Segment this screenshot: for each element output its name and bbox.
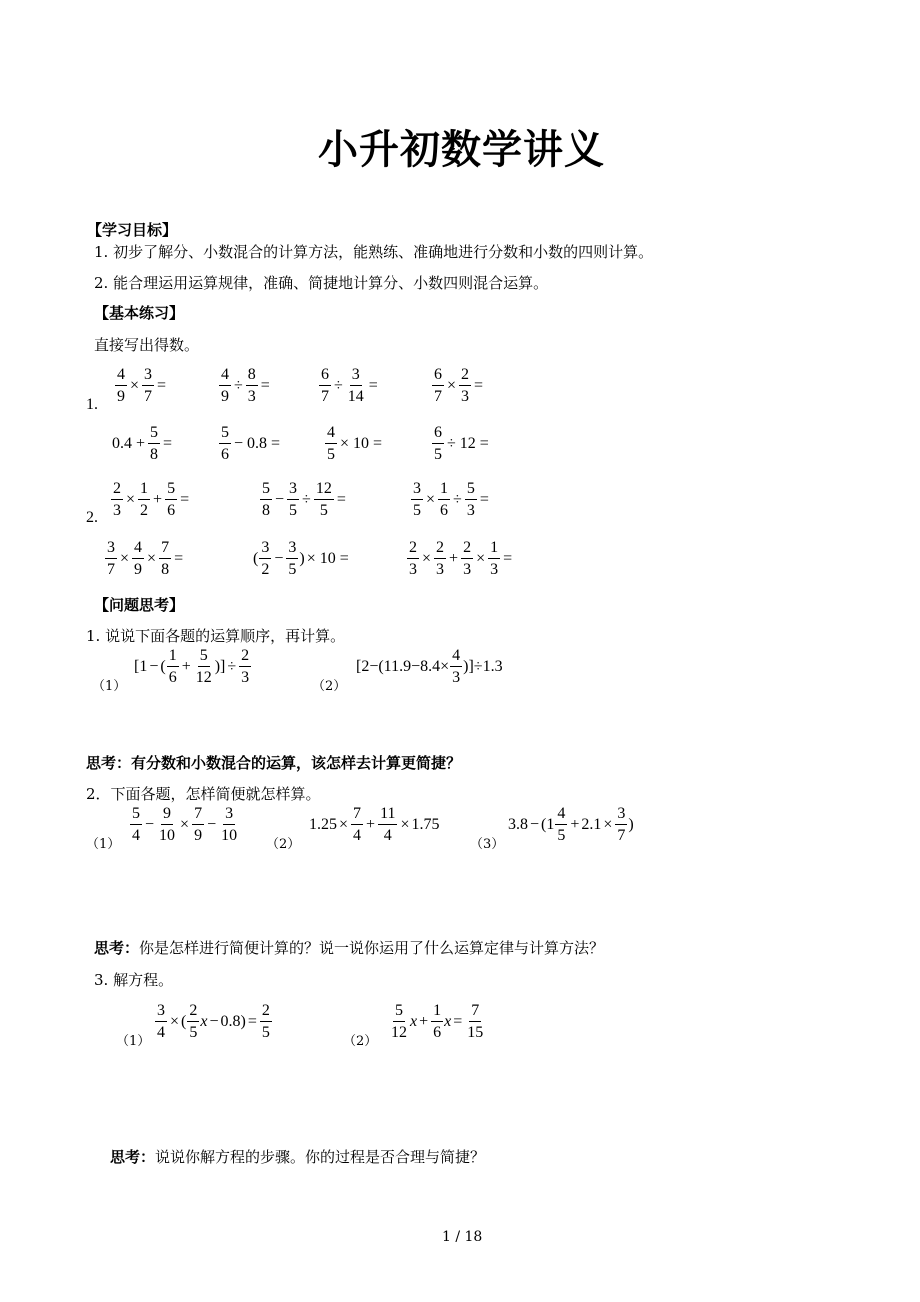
basic-heading: 【基本练习】	[94, 304, 185, 322]
calc-1b: $\frac{4}{9}$ ÷ $\frac{8}{3}$ =	[221, 366, 270, 405]
calc-2d: $\frac{3}{7}$ × $\frac{4}{9}$ × $\frac{7}{8}$ =	[107, 539, 184, 578]
q1-part-2-label: （2）	[312, 679, 347, 694]
q1-expr-2-end: )]÷1.3	[463, 658, 503, 675]
q3-equation-1: $\frac{3}{4}$ × ( $\frac{2}{5}$ x − 0.8) = $\frac{2}{5}$	[157, 1002, 270, 1041]
page-number: 1 / 18	[442, 1229, 483, 1245]
question-2: 2．下面各题，怎样简便就怎样算。	[86, 785, 321, 803]
q2-expr-2: 1.25 × $\frac{7}{4}$ + $\frac{11}{4}$ × 1.75	[309, 805, 440, 844]
q3-part-2-label: （2）	[343, 1034, 378, 1049]
q1-expr-2-start: [2−(11.9−8.4×	[356, 658, 450, 675]
goals-heading: 【学习目标】	[87, 221, 178, 239]
q1-expr-1: [1 − ( $\frac{1}{6}$ + $\frac{5}{12}$ )] ÷ $\frac{2}{3}$	[134, 647, 250, 686]
calc-2b: $\frac{5}{8}$ − $\frac{3}{5}$ ÷ $\frac{12}{5}$ =	[262, 480, 346, 519]
basic-number-2: 2.	[86, 509, 98, 526]
goal-item-2: 2. 能合理运用运算规律，准确、简捷地计算分、小数四则混合运算。	[94, 274, 549, 292]
calc-1h: $\frac{6}{5}$ ÷ 12 =	[434, 424, 489, 463]
calc-1a: $\frac{4}{9}$ × $\frac{3}{7}$ =	[117, 366, 167, 405]
q1-part-1-label: （1）	[92, 679, 127, 694]
calc-2f: $\frac{2}{3}$ × $\frac{2}{3}$ + $\frac{2}{3}$ × $\frac{1}{3}$ =	[409, 539, 513, 578]
calc-2c: $\frac{3}{5}$ × $\frac{1}{6}$ ÷ $\frac{5}{3}$ =	[413, 480, 489, 519]
think-3-text: 说说你解方程的步骤。你的过程是否合理与简捷？	[155, 1148, 486, 1166]
calc-2e: ( $\frac{3}{2}$ − $\frac{3}{5}$ ) × 10 =	[253, 539, 349, 578]
question-1: 1. 说说下面各题的运算顺序，再计算。	[86, 627, 346, 645]
think-2-text: 你是怎样进行简便计算的？说一说你运用了什么运算定律与计算方法？	[139, 939, 605, 957]
calc-1g: $\frac{4}{5}$ × 10 =	[327, 424, 383, 463]
calc-1f: $\frac{5}{6}$ − 0.8 =	[221, 424, 281, 463]
think-2-label: 思考：	[94, 939, 140, 957]
q2-expr-3: 3.8 − (1 $\frac{4}{5}$ + 2.1 × $\frac{3}{7}$ )	[508, 805, 634, 844]
problems-heading: 【问题思考】	[94, 596, 185, 614]
q2-part-2-label: （2）	[266, 837, 301, 852]
basic-number-1: 1.	[86, 396, 98, 413]
basic-intro: 直接写出得数。	[94, 336, 200, 354]
think-2	[94, 937, 604, 958]
q3-equation-2: $\frac{5}{12}$ x + $\frac{1}{6}$ x = $\frac{7}{15}$	[391, 1002, 484, 1041]
q2-part-1-label: （1）	[86, 837, 121, 852]
page-title: 小升初数学讲义	[318, 126, 605, 173]
calc-1c: $\frac{6}{7}$ ÷ $\frac{3}{14}$ =	[321, 366, 378, 405]
q2-part-3-label: （3）	[470, 837, 505, 852]
think-1: 思考：有分数和小数混合的运算，该怎样去计算更简捷？	[86, 754, 462, 772]
think-3-label: 思考：	[110, 1148, 156, 1166]
goal-item-1: 1. 初步了解分、小数混合的计算方法，能熟练、准确地进行分数和小数的四则计算。	[94, 243, 654, 261]
calc-1e: 0.4 + $\frac{5}{8}$ =	[112, 424, 173, 463]
q2-expr-1: $\frac{5}{4}$ − $\frac{9}{10}$ × $\frac{7}{9}$ − $\frac{3}{10}$	[132, 805, 238, 844]
question-3: 3. 解方程。	[94, 971, 174, 989]
calc-1d: $\frac{6}{7}$ × $\frac{2}{3}$ =	[434, 366, 484, 405]
q3-part-1-label: （1）	[116, 1034, 151, 1049]
q1-expr-2: [2−(11.9−8.4× $\frac{4}{3}$ )]÷1.3	[356, 647, 503, 686]
calc-2a: $\frac{2}{3}$ × $\frac{1}{2}$ + $\frac{5}{6}$ =	[113, 480, 190, 519]
think-3	[110, 1146, 485, 1167]
